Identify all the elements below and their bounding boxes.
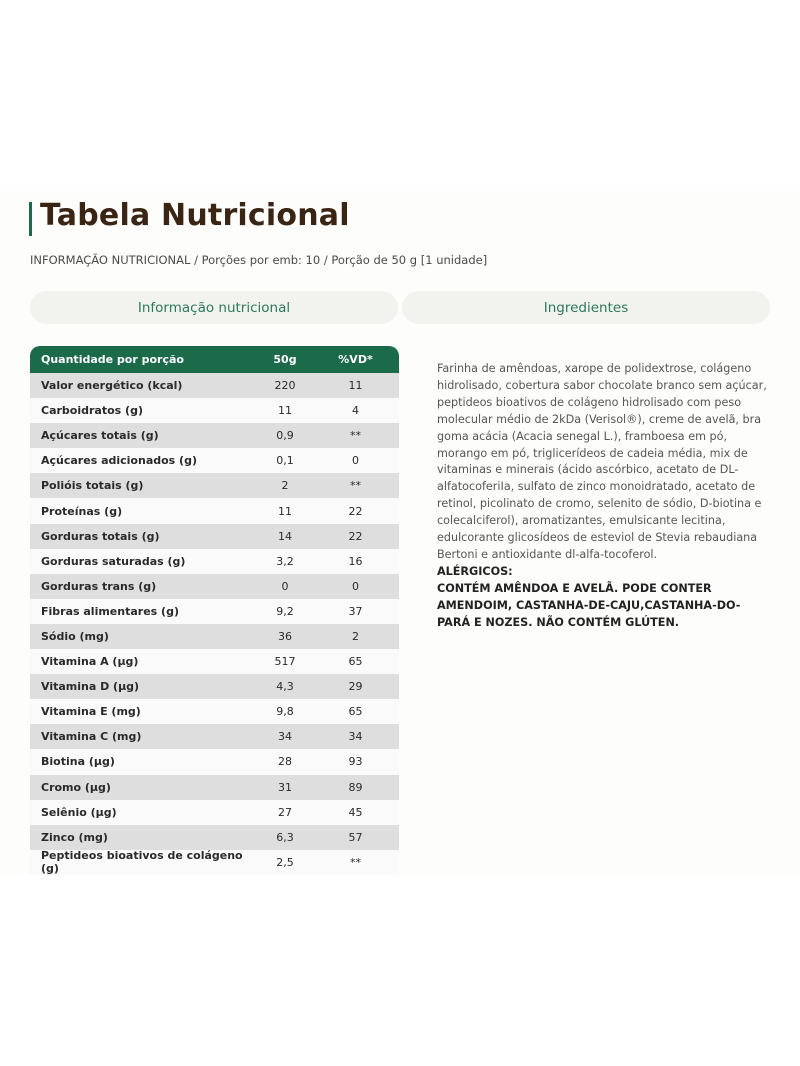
table-row <box>30 423 399 448</box>
nutrient-value: 28 <box>278 755 292 769</box>
nutrient-vd: 16 <box>348 554 363 568</box>
table-row <box>30 775 399 800</box>
table-row <box>30 373 399 398</box>
nutrient-vd: 93 <box>348 755 363 769</box>
nutrient-value: 31 <box>278 780 292 794</box>
nutrient-value: 27 <box>278 805 292 819</box>
nutrient-value: 9,2 <box>276 604 294 618</box>
nutrient-vd: 22 <box>348 529 363 543</box>
table-row <box>30 599 399 624</box>
nutrient-value: 36 <box>278 629 292 643</box>
nutrient-vd: ** <box>350 855 361 869</box>
nutrient-vd: 2 <box>352 629 359 643</box>
nutrition-table <box>30 346 399 875</box>
nutrient-vd: 65 <box>348 705 363 719</box>
nutrient-vd: 11 <box>348 379 363 393</box>
nutrient-vd: 57 <box>348 830 363 844</box>
nutrient-value: 517 <box>274 655 296 669</box>
nutrient-vd: 34 <box>348 730 363 744</box>
table-row <box>30 800 399 825</box>
nutrient-value: 2,5 <box>276 855 294 869</box>
nutrient-vd: 89 <box>348 780 363 794</box>
allergen-text: CONTÉM AMÊNDOA E AVELÃ. PODE CONTER AMENDOIM, CASTANHA-DE-CAJU,CASTANHA-DO-PARÁ E NOZES. NÃO CONTÉM GLÚTEN. <box>437 581 741 629</box>
table-row <box>30 850 399 875</box>
table-row <box>30 448 399 473</box>
nutrient-name: Biotina (µg) <box>41 755 115 769</box>
nutrient-name: Sódio (mg) <box>41 629 109 643</box>
nutrient-name: Proteínas (g) <box>41 504 123 518</box>
table-row <box>30 699 399 724</box>
nutrient-name: Cromo (µg) <box>41 780 111 794</box>
allergen-title: ALÉRGICOS: <box>437 564 513 578</box>
table-row <box>30 398 399 423</box>
nutrient-value: 11 <box>278 404 292 418</box>
nutrient-name: Polióis totais (g) <box>41 479 144 493</box>
ingredients-panel <box>437 361 773 632</box>
ingredients-text: Farinha de amêndoas, xarope de polidextrose, colágeno hidrolisado, cobertura sabor chocolate branco sem açúcar, peptideos bioativos de colágeno hidrolisado com peso molecular médio de 2kDa (Verisol®), creme de avelã, bra goma acácia (Acacia senegal L.), framboesa em pó, morango em pó, triglicerídeos de cadeia média, mix de vitaminas e minerais (ácido ascórbico, acetato de DL-alfatocoferiIa, sulfato de zinco monoidratado, acetato de retinol, picolinato de cromo, selenito de sódio, D-biotina e colecalciferol), aromatizantes, emulsicante lecitina, edulcorante glicosídeos de esteviol de Stevia rebaudiana Bertoni e antioxidante dl-alfa-tocoferol. <box>437 362 767 561</box>
nutrient-value: 220 <box>274 379 296 393</box>
header-portion: 50g <box>273 353 297 366</box>
nutrient-name: Vitamina D (µg) <box>41 680 140 694</box>
nutrient-vd: 65 <box>348 655 363 669</box>
page-subtitle: INFORMAÇÃO NUTRICIONAL / Porções por emb: 10 / Porção de 50 g [1 unidade] <box>30 253 488 267</box>
nutrient-name: Peptideos bioativos de colágeno (g) <box>41 849 243 876</box>
nutrient-vd: 0 <box>352 579 359 593</box>
nutrient-name: Gorduras trans (g) <box>41 579 157 593</box>
nutrient-value: 11 <box>278 504 292 518</box>
nutrient-vd: 4 <box>352 404 359 418</box>
nutrient-vd: 45 <box>348 805 363 819</box>
table-row <box>30 549 399 574</box>
nutrient-value: 2 <box>281 479 289 493</box>
table-row <box>30 524 399 549</box>
nutrient-value: 9,8 <box>276 705 294 719</box>
nutrient-name: Selênio (µg) <box>41 805 117 819</box>
nutrient-value: 3,2 <box>276 554 294 568</box>
nutrient-value: 34 <box>278 730 292 744</box>
nutrient-value: 0 <box>281 579 289 593</box>
nutrient-value: 4,3 <box>276 680 294 694</box>
nutrient-name: Gorduras saturadas (g) <box>41 554 186 568</box>
nutrient-value: 0,9 <box>276 429 294 443</box>
header-quantity: Quantidade por porção <box>41 353 184 366</box>
table-row <box>30 724 399 749</box>
nutrient-name: Vitamina A (µg) <box>41 655 139 669</box>
table-header <box>30 346 399 373</box>
header-vd: %VD* <box>338 353 373 366</box>
nutrient-vd: 37 <box>348 604 363 618</box>
table-row <box>30 749 399 774</box>
nutrient-name: Vitamina C (mg) <box>41 730 142 744</box>
title-accent-bar <box>29 202 32 236</box>
table-row <box>30 624 399 649</box>
nutrient-name: Gorduras totais (g) <box>41 529 160 543</box>
table-row <box>30 574 399 599</box>
nutrient-name: Vitamina E (mg) <box>41 705 141 719</box>
nutrient-name: Zinco (mg) <box>41 830 108 844</box>
table-row <box>30 674 399 699</box>
nutrient-name: Açúcares adicionados (g) <box>41 454 197 468</box>
nutrient-name: Valor energético (kcal) <box>41 379 183 393</box>
nutrient-value: 6,3 <box>276 830 294 844</box>
nutrient-name: Carboidratos (g) <box>41 404 143 418</box>
nutrient-vd: 29 <box>348 680 363 694</box>
table-row <box>30 498 399 523</box>
page-title: Tabela Nutricional <box>40 198 350 233</box>
table-row <box>30 825 399 850</box>
table-body <box>30 373 399 875</box>
table-row <box>30 473 399 498</box>
nutrient-value: 14 <box>278 529 292 543</box>
table-row <box>30 649 399 674</box>
nutrient-vd: 22 <box>348 504 363 518</box>
nutrient-vd: ** <box>350 479 361 493</box>
nutrient-name: Fibras alimentares (g) <box>41 604 179 618</box>
tab-ingredients[interactable]: Ingredientes <box>402 291 770 324</box>
nutrient-vd: ** <box>350 429 361 443</box>
nutrient-value: 0,1 <box>276 454 294 468</box>
tab-nutrition-info[interactable]: Informação nutricional <box>30 291 398 324</box>
nutrient-name: Açúcares totais (g) <box>41 429 159 443</box>
nutrient-vd: 0 <box>352 454 359 468</box>
